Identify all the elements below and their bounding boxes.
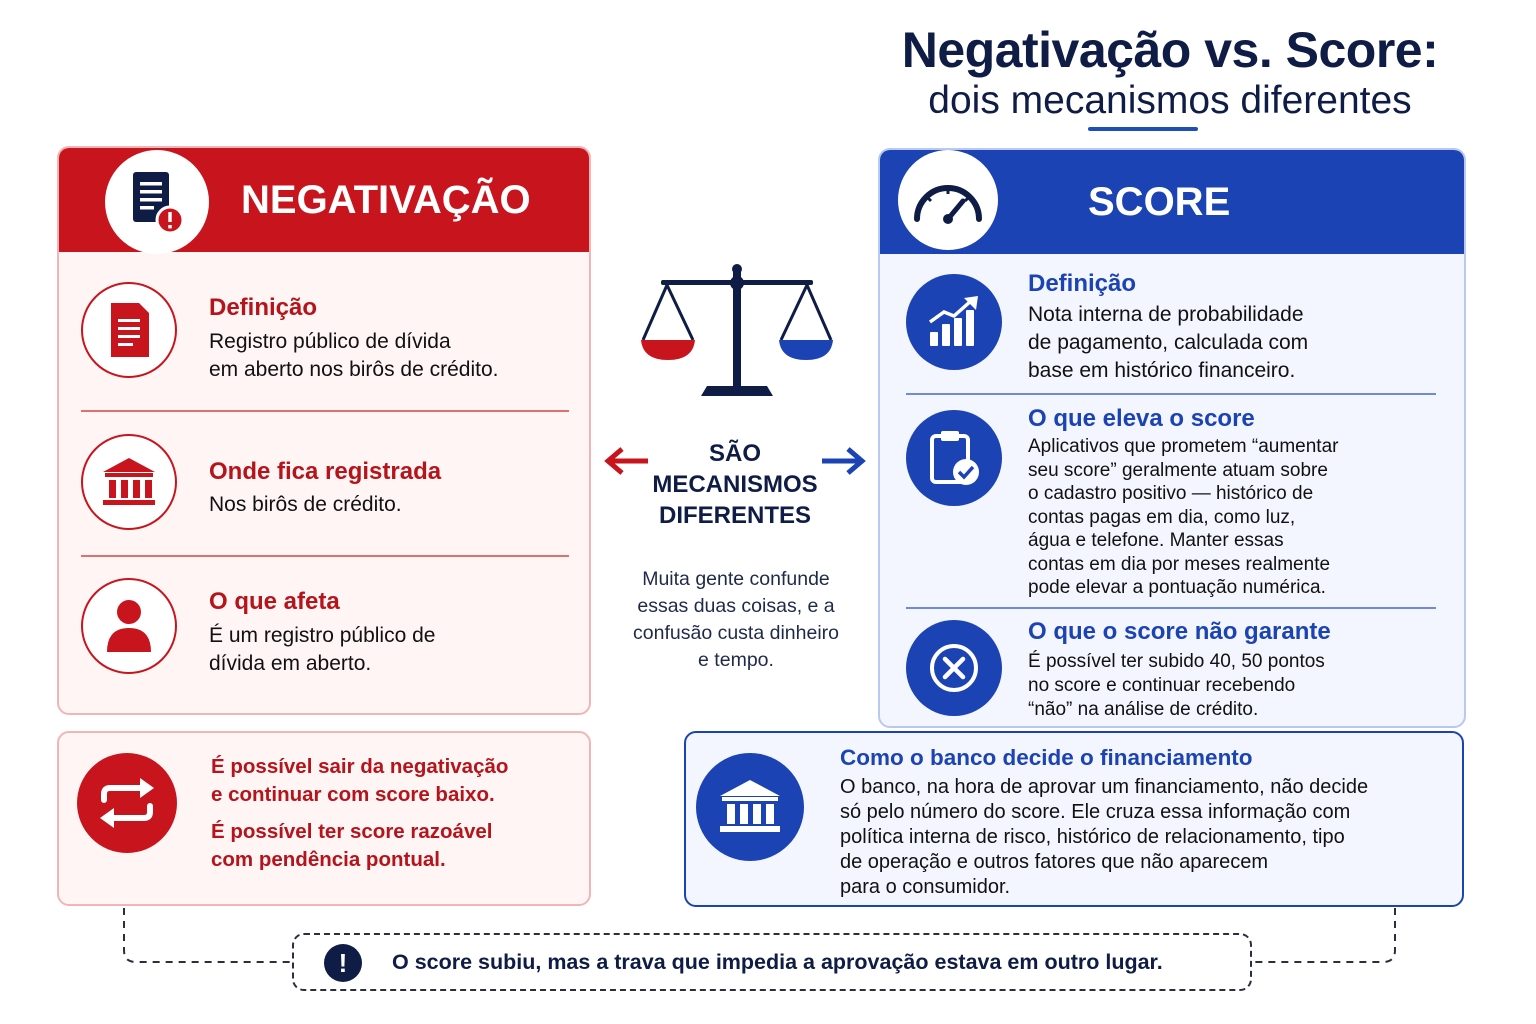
score-title: SCORE bbox=[1088, 180, 1231, 224]
negativacao-note bbox=[57, 731, 591, 906]
title-underline bbox=[1088, 127, 1198, 131]
note-line: com pendência pontual. bbox=[211, 848, 446, 871]
center-text-line: Muita gente confunde bbox=[642, 568, 830, 590]
exclamation-icon: ! bbox=[324, 944, 362, 982]
row-text: água e telefone. Manter essas bbox=[1028, 530, 1284, 551]
scales-icon bbox=[637, 260, 837, 410]
row-text: contas pagas em dia, como luz, bbox=[1028, 506, 1296, 528]
center-text-line: confusão custa dinheiro bbox=[633, 622, 839, 644]
document-icon bbox=[81, 282, 177, 378]
document-alert-icon bbox=[105, 150, 209, 254]
score-header bbox=[880, 150, 1464, 254]
bank-box-text bbox=[840, 775, 1440, 900]
swap-arrows-icon bbox=[77, 753, 177, 853]
row-text: É um registro público de bbox=[209, 624, 436, 647]
bank-icon bbox=[696, 753, 804, 861]
bank-decision-box bbox=[684, 731, 1464, 907]
row-text: É possível ter subido 40, 50 pontos bbox=[1028, 651, 1325, 672]
bank-box-line: de operação e outros fatores que não aparecem bbox=[840, 851, 1269, 873]
negativacao-header bbox=[59, 148, 589, 252]
divider bbox=[81, 410, 569, 412]
row-text: Aplicativos que prometem “aumentar bbox=[1028, 436, 1339, 457]
row-text: o cadastro positivo — histórico de bbox=[1028, 483, 1314, 504]
center-text bbox=[620, 566, 852, 674]
clipboard-check-icon bbox=[906, 410, 1002, 506]
row-title: O que afeta bbox=[209, 588, 340, 615]
row-title: Onde fica registrada bbox=[209, 458, 442, 485]
note-line: e continuar com score baixo. bbox=[211, 783, 495, 806]
page-subtitle: dois mecanismos diferentes bbox=[928, 79, 1412, 122]
callout-text: O score subiu, mas a trava que impedia a aprovação estava em outro lugar. bbox=[392, 950, 1163, 974]
center-label-line: MECANISMOS bbox=[652, 471, 818, 498]
note-line: É possível sair da negativação bbox=[211, 755, 509, 778]
row-text: “não” na análise de crédito. bbox=[1028, 699, 1259, 720]
chart-up-icon bbox=[906, 274, 1002, 370]
page-title: Negativação vs. Score: bbox=[901, 22, 1439, 78]
row-text: contas em dia por meses realmente bbox=[1028, 553, 1331, 575]
row-title: O que o score não garante bbox=[1028, 618, 1331, 645]
score-panel bbox=[878, 148, 1466, 728]
bank-box-line: só pelo número do score. Ele cruza essa informação com bbox=[840, 801, 1351, 823]
row-text: em aberto nos birôs de crédito. bbox=[209, 358, 499, 381]
negativacao-panel bbox=[57, 146, 591, 715]
row-text: seu score” geralmente atuam sobre bbox=[1028, 459, 1328, 481]
row-title: Definição bbox=[209, 294, 318, 321]
bank-box-line: política interna de risco, histórico de relacionamento, tipo bbox=[840, 826, 1345, 848]
center-text-line: e tempo. bbox=[698, 649, 774, 671]
row-text: Nos birôs de crédito. bbox=[209, 493, 402, 516]
divider bbox=[906, 607, 1436, 609]
row-text: pode elevar a pontuação numérica. bbox=[1028, 577, 1326, 598]
center-label-line: DIFERENTES bbox=[658, 502, 811, 529]
gauge-icon bbox=[898, 150, 998, 250]
divider bbox=[906, 393, 1436, 395]
row-text: dívida em aberto. bbox=[209, 652, 372, 675]
row-title: Definição bbox=[1028, 270, 1137, 297]
row-text: Registro público de dívida bbox=[209, 330, 451, 353]
row-text: Nota interna de probabilidade bbox=[1028, 303, 1304, 326]
person-icon bbox=[81, 578, 177, 674]
bank-box-line: O banco, na hora de aprovar um financiamento, não decide bbox=[840, 776, 1369, 798]
center-label bbox=[630, 438, 840, 531]
row-text: no score e continuar recebendo bbox=[1028, 675, 1296, 696]
row-title: O que eleva o score bbox=[1028, 405, 1255, 432]
page-title-block bbox=[860, 22, 1480, 124]
bank-box-line: para o consumidor. bbox=[840, 876, 1011, 898]
row-text: de pagamento, calculada com bbox=[1028, 331, 1309, 354]
bank-box-title: Como o banco decide o financiamento bbox=[840, 745, 1253, 770]
center-label-line: SÃO bbox=[708, 440, 761, 467]
divider bbox=[81, 555, 569, 557]
row-text: base em histórico financeiro. bbox=[1028, 359, 1296, 382]
x-circle-icon bbox=[906, 620, 1002, 716]
bottom-callout bbox=[292, 933, 1252, 991]
center-text-line: essas duas coisas, e a bbox=[637, 595, 835, 617]
negativacao-title: NEGATIVAÇÃO bbox=[241, 178, 531, 222]
note-line: É possível ter score razoável bbox=[211, 820, 493, 843]
bank-icon bbox=[81, 434, 177, 530]
